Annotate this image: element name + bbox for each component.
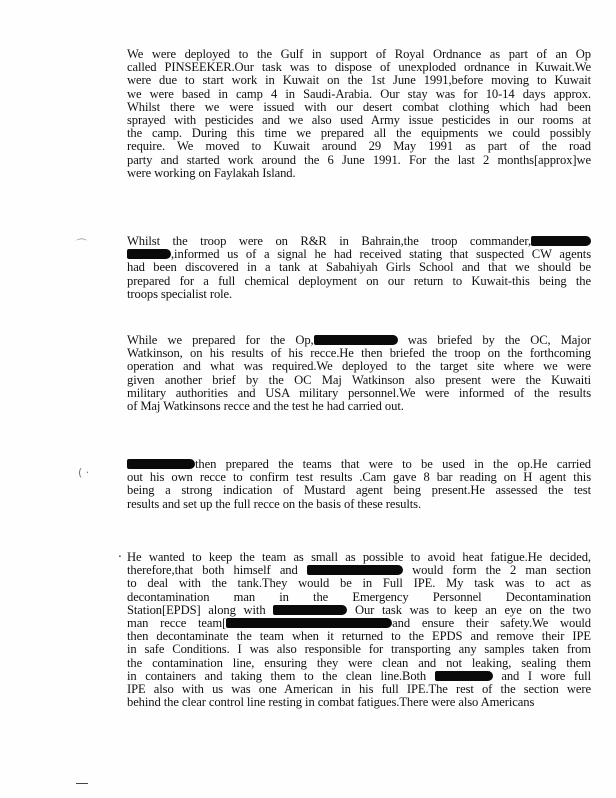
text-line: behind the clear control line resting in combat fatigues.There were also Americans: [127, 695, 535, 710]
text-line: military authorities and USA military personnel.We were informed of the results: [127, 385, 591, 400]
margin-scribble: ⌒: [76, 238, 87, 251]
text-line: IPE also with us was one American in his full IPE.The rest of the section were: [127, 681, 591, 696]
text-line: to deal with the tank.They would be in Full IPE. My task was to act as: [127, 576, 591, 591]
text-line: Watkinson, on his results of his recce.He then briefed the troop on the forthcoming: [127, 346, 591, 361]
redaction-block: [273, 605, 347, 615]
text-line: troops specialist role.: [127, 286, 233, 301]
text-line: the contamination line, ensuring they were clean and not leaking, sealing them: [127, 655, 591, 670]
text-line: party and started work around the 6 June 1991. For the last 2 months[approx]we: [127, 152, 591, 167]
text-line: man recce team[ and ensure their safety.We would: [127, 615, 591, 630]
text-line: We were deployed to the Gulf in support of Royal Ordnance as part of an Op: [127, 47, 591, 61]
text-line: results and set up the full recce on the basis of these results.: [127, 496, 422, 511]
text-line: given another brief by the OC Maj Watkinson also present were the Kuwaiti: [127, 372, 591, 387]
paragraph-op-briefing: [127, 334, 591, 413]
paragraph-deployment: [127, 48, 591, 180]
margin-scribble: ( ·: [78, 466, 90, 479]
text-line: therefore,that both himself and would form the 2 man section: [127, 563, 591, 578]
text-line: being a strong indication of Mustard agent being present.He assessed the test: [127, 483, 591, 498]
text-line: in safe Conditions. I was also responsible for transporting any samples taken from: [127, 642, 591, 657]
paragraph-signal-cw-agents: [127, 235, 591, 301]
paragraph-decontamination-task: [127, 551, 591, 709]
text-line: While we prepared for the Op, was briefed by the OC, Major: [127, 333, 591, 347]
redaction-block: [127, 459, 195, 469]
text-line: decontamination man in the Emergency Personnel Decontamination: [127, 589, 591, 604]
text-line: then prepared the teams that were to be used in the op.He carried: [127, 458, 591, 471]
text-line: had been discovered in a tank at Sabahiyah Girls School and that we should be: [127, 260, 591, 275]
text-line: then decontaminate the team when it returned to the EPDS and remove their IPE: [127, 629, 591, 644]
text-line: in containers and taking them to the clean line.Both and I wore full: [127, 668, 591, 683]
text-line: Whilst the troop were on R&R in Bahrain,the troop commander,: [127, 235, 591, 248]
text-line: prepared for a full chemical deployment on our return to Kuwait-this being the: [127, 273, 591, 288]
redaction-block: [127, 249, 171, 259]
text-line: Station[EPDS] along with Our task was to keep an eye on the two: [127, 602, 591, 617]
text-line: He wanted to keep the team as small as possible to avoid heat fatigue.He decided,: [127, 550, 591, 564]
redaction-block: [314, 335, 398, 345]
text-line: ,informed us of a signal he had received stating that suspected CW agents: [127, 248, 591, 261]
redaction-block: [307, 565, 403, 575]
text-line: require. We moved to Kuwait around 29 May 1991 as part of the road: [127, 139, 591, 154]
text-line: called PINSEEKER.Our task was to dispose of unexploded ordnance in Kuwait.We: [127, 60, 591, 75]
text-line: sprayed with pesticides and we also used Army issue pesticides in our rooms at: [127, 112, 591, 127]
page-mark-dash: [76, 783, 88, 784]
text-line: were working on Faylakah Island.: [127, 165, 296, 180]
text-line: we were based in camp 4 in Saudi-Arabia. Our stay was for 10-14 days approx.: [127, 86, 591, 101]
redaction-block: [435, 671, 493, 681]
margin-bullet: .: [118, 546, 122, 560]
text-line: of Maj Watkinsons recce and the test he had carried out.: [127, 398, 404, 413]
redaction-block: [226, 618, 392, 628]
text-line: operation and what was required.We deployed to the target site where we were: [127, 359, 591, 374]
paragraph-team-preparation: [127, 458, 591, 511]
text-line: Whilst there we were issued with our desert combat clothing which had been: [127, 99, 591, 114]
text-line: out his own recce to confirm test results .Cam gave 8 bar reading on H agent this: [127, 470, 591, 485]
redaction-block: [531, 236, 591, 246]
text-line: the camp. During this time we prepared all the equipments we could possibly: [127, 126, 591, 141]
text-line: were due to start work in Kuwait on the 1st June 1991,before moving to Kuwait: [127, 73, 591, 88]
